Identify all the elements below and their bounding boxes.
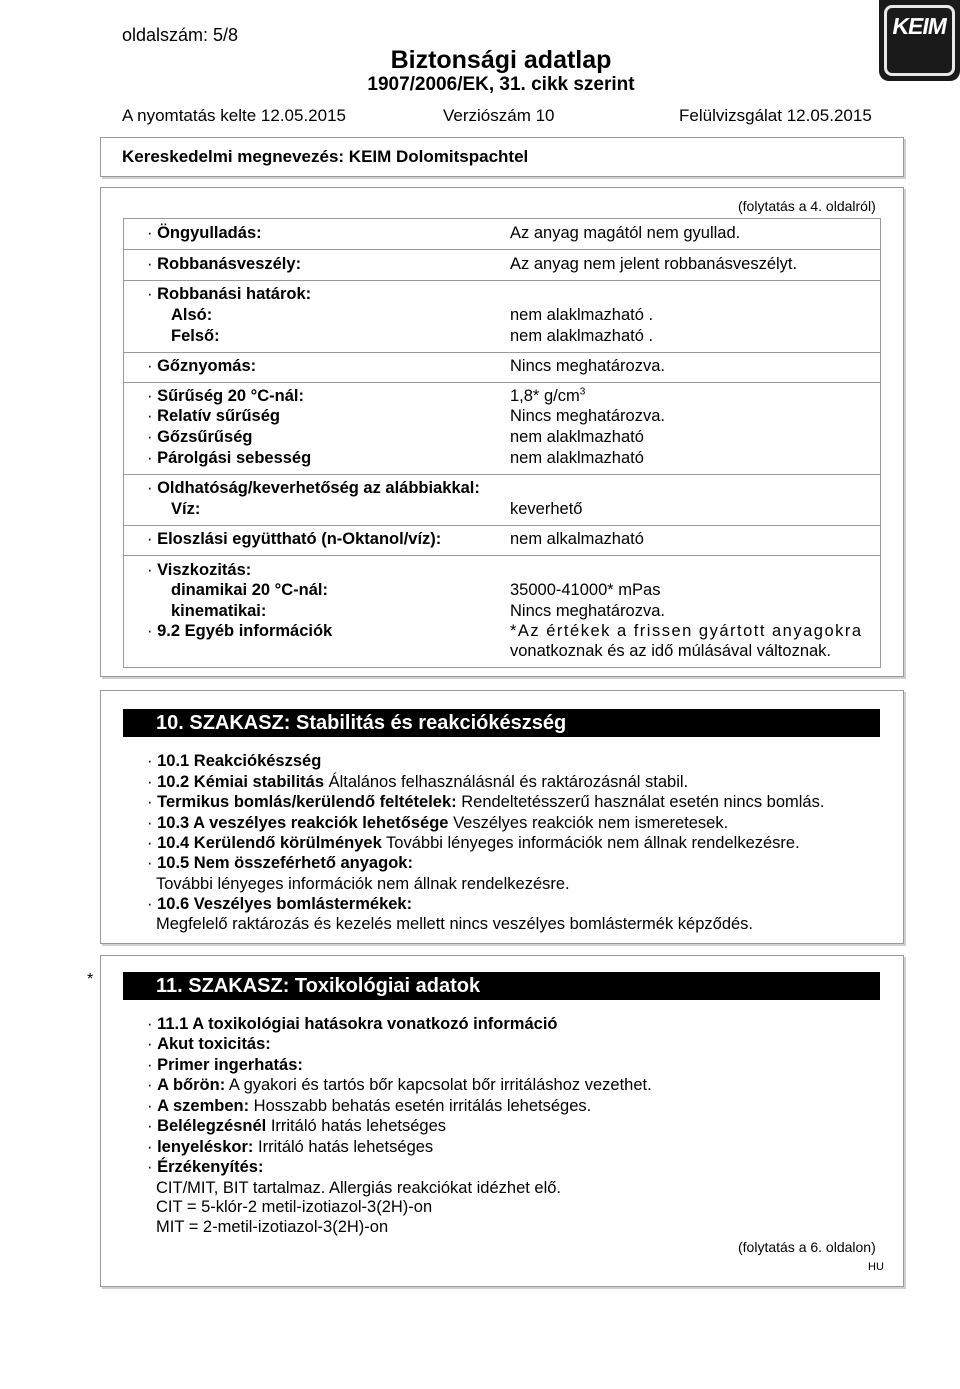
incompatible-materials-text: További lényeges információk nem állnak rendelkezésre. (156, 875, 570, 893)
page-number: oldalszám: 5/8 (122, 25, 239, 45)
skin-item: · A bőrön: A gyakori és tartós bőr kapcsolat bőr irritáláshoz vezethet. (147, 1075, 652, 1096)
hazardous-reactions-item: · 10.3 A veszélyes reakciók lehetősége Veszélyes reakciók nem ismeretesek. (147, 813, 728, 834)
sensitisation-line-3: MIT = 2-metil-izotiazol-3(2H)-on (156, 1218, 389, 1236)
density-unit-superscript: 3 (579, 386, 586, 398)
change-marker: * (87, 971, 94, 988)
decomposition-item: · Termikus bomlás/kerülendő feltételek: Rendeltetésszerű használat esetén nincs bomlás. (147, 792, 824, 813)
dynamic-viscosity-value: 35000-41000* mPas (510, 581, 661, 599)
density-label: · Sűrűség 20 °C-nál: (147, 386, 304, 407)
row-divider (123, 474, 880, 475)
primary-irritation-item: · Primer ingerhatás: (147, 1055, 303, 1076)
row-divider (123, 382, 880, 383)
explosion-hazard-value: Az anyag nem jelent robbanásveszélyt. (510, 255, 798, 273)
logo-text: KEIM (890, 13, 949, 39)
section-11-heading: 11. SZAKASZ: Toxikológiai adatok (123, 972, 880, 1000)
viscosity-label: · Viszkozitás: (147, 560, 251, 581)
upper-limit-value: nem alaklmazható . (510, 327, 654, 345)
evaporation-rate-label: · Párolgási sebesség (147, 448, 311, 469)
trade-name: Kereskedelmi megnevezés: KEIM Dolomitspachtel (122, 147, 529, 166)
evaporation-rate-value: nem alaklmazható (510, 449, 644, 467)
row-divider (123, 525, 880, 526)
row-divider (123, 555, 880, 556)
acute-toxicity-item: · Akut toxicitás: (147, 1034, 271, 1055)
row-divider (123, 352, 880, 353)
keim-logo (879, 0, 960, 81)
dynamic-viscosity-label: dinamikai 20 °C-nál: (171, 581, 328, 599)
other-info-label: · 9.2 Egyéb információk (147, 621, 332, 642)
version-number: Verziószám 10 (443, 106, 555, 125)
solubility-label: · Oldhatóság/keverhetőség az alábbiakkal: (147, 478, 480, 499)
continued-from: (folytatás a 4. oldalról) (738, 198, 876, 214)
vapour-pressure-label: · Gőznyomás: (147, 356, 256, 377)
inhalation-item: · Belélegzésnél Irritáló hatás lehetséges (147, 1116, 446, 1137)
vapour-density-label: · Gőzsűrűség (147, 427, 252, 448)
explosion-hazard-label: · Robbanásveszély: (147, 254, 301, 275)
decomposition-products-item: · 10.6 Veszélyes bomlástermékek: (147, 894, 412, 915)
other-info-note-line-2: vonatkoznak és az idő múlásával változnak. (510, 642, 832, 660)
conditions-to-avoid-item: · 10.4 Kerülendő körülmények További lényeges információk nem állnak rendelkezésre. (147, 833, 800, 854)
toxicological-info-item: · 11.1 A toxikológiai hatásokra vonatkozó információ (147, 1014, 557, 1035)
decomposition-products-text: Megfelelő raktározás és kezelés mellett nincs veszélyes bomlástermék képződés. (156, 915, 754, 933)
document-title: Biztonsági adatlap (390, 46, 612, 74)
continued-to: (folytatás a 6. oldalon) (738, 1239, 876, 1255)
relative-density-label: · Relatív sűrűség (147, 406, 280, 427)
kinematic-viscosity-value: Nincs meghatározva. (510, 602, 665, 620)
reactivity-item: · 10.1 Reakciókészség (147, 751, 321, 772)
eye-item: · A szemben: Hosszabb behatás esetén irritálás lehetséges. (147, 1096, 591, 1117)
vapour-pressure-value: Nincs meghatározva. (510, 357, 665, 375)
row-divider (123, 249, 880, 250)
density-value: 1,8* $g/cm^3$ (510, 386, 586, 405)
relative-density-value: Nincs meghatározva. (510, 407, 665, 425)
self-ignition-value: Az anyag magától nem gyullad. (510, 224, 741, 242)
sensitisation-line-1: CIT/MIT, BIT tartalmaz. Allergiás reakciókat idézhet elő. (156, 1179, 562, 1197)
sensitisation-item: · Érzékenyítés: (147, 1157, 263, 1178)
revision-date: Felülvizsgálat 12.05.2015 (679, 106, 872, 125)
lower-limit-label: Alsó: (171, 306, 213, 324)
sensitisation-line-2: CIT = 5-klór-2 metil-izotiazol-3(2H)-on (156, 1198, 433, 1216)
water-value: keverhető (510, 500, 583, 518)
row-divider (123, 280, 880, 281)
upper-limit-label: Felső: (171, 327, 220, 345)
explosion-limits-label: · Robbanási határok: (147, 284, 311, 305)
vapour-density-value: nem alaklmazható (510, 428, 644, 446)
partition-coefficient-label: · Eloszlási együttható (n-Oktanol/víz): (147, 529, 441, 550)
ingestion-item: · lenyeléskor: Irritáló hatás lehetséges (147, 1137, 433, 1158)
section-10-heading: 10. SZAKASZ: Stabilitás és reakciókészség (123, 709, 880, 737)
other-info-note-line-1: *Az értékek a frissen gyártott anyagokra (510, 622, 863, 640)
partition-coefficient-value: nem alkalmazható (510, 530, 644, 548)
self-ignition-label: · Öngyulladás: (147, 223, 262, 244)
incompatible-materials-item: · 10.5 Nem összeférhető anyagok: (147, 853, 413, 874)
water-label: Víz: (171, 500, 201, 518)
lower-limit-value: nem alaklmazható . (510, 306, 654, 324)
kinematic-viscosity-label: kinematikai: (171, 602, 267, 620)
document-subtitle: 1907/2006/EK, 31. cikk szerint (367, 74, 635, 95)
chemical-stability-item: · 10.2 Kémiai stabilitás Általános felhasználásnál és raktározásnál stabil. (147, 772, 688, 793)
country-code: HU (868, 1261, 884, 1273)
print-date: A nyomtatás kelte 12.05.2015 (122, 106, 346, 125)
